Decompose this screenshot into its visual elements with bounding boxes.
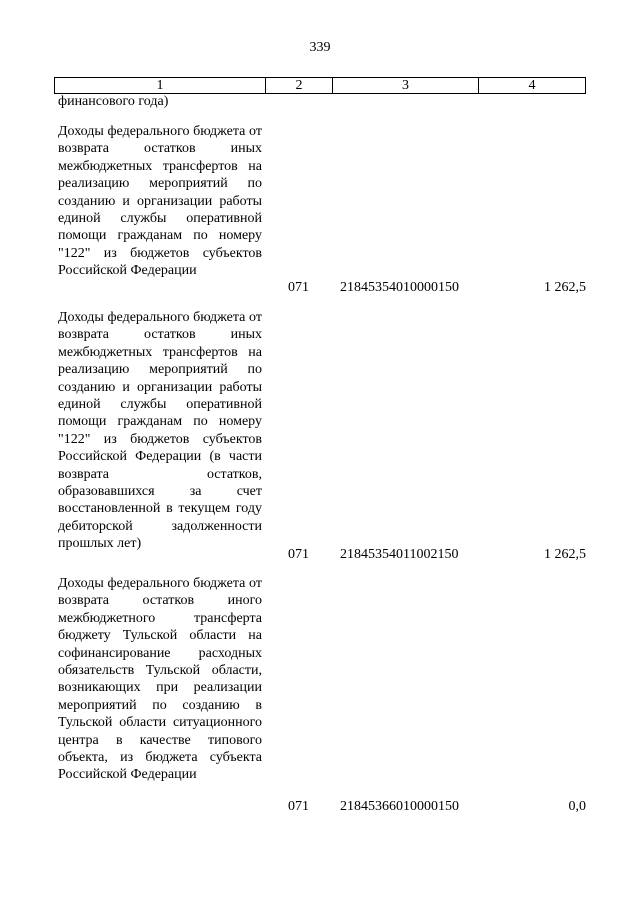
row-3-description: Доходы федерального бюджета от возврата остатков иного межбюджетного трансферта бюджету Тульской области на софинансирование расходных обязательств Тульской области, возникающих при реализации мероприятий по созданию в Тульской области ситуационного центра в качестве типового объекта, из бюджета субъекта Российской Федерации xyxy=(58,576,262,783)
row-3-amount: 0,0 xyxy=(568,799,586,814)
continuation-text: финансового года) xyxy=(58,94,169,109)
row-1-kbk: 21845354010000150 xyxy=(340,280,459,295)
row-1-admin-code: 071 xyxy=(288,280,309,295)
header-col-2: 2 xyxy=(266,78,333,93)
row-2-admin-code: 071 xyxy=(288,547,309,562)
row-3-admin-code: 071 xyxy=(288,799,309,814)
row-2-kbk: 21845354011002150 xyxy=(340,547,459,562)
row-1-amount: 1 262,5 xyxy=(544,280,586,295)
row-1-description: Доходы федерального бюджета от возврата остатков иных межбюджетных трансфертов на реализацию мероприятий по созданию и организации работы единой службы оперативной помощи гражданам по номеру "122" из бюджетов субъектов Российской Федерации xyxy=(58,124,262,279)
header-col-4: 4 xyxy=(528,78,536,93)
row-2-amount: 1 262,5 xyxy=(544,547,586,562)
row-2-description: Доходы федерального бюджета от возврата остатков иных межбюджетных трансфертов на реализацию мероприятий по созданию и организации работы единой службы оперативной помощи гражданам по номеру "122" из бюджетов субъектов Российской Федерации (в части возврата остатков, образовавшихся за счет восстановленной в текущем году дебиторской задолженности прошлых лет) xyxy=(58,310,262,552)
page-number: 339 xyxy=(309,40,331,55)
header-col-3: 3 xyxy=(333,78,479,93)
table-header-row xyxy=(54,77,586,94)
header-col-1: 1 xyxy=(55,78,266,93)
row-3-kbk: 21845366010000150 xyxy=(340,799,459,814)
